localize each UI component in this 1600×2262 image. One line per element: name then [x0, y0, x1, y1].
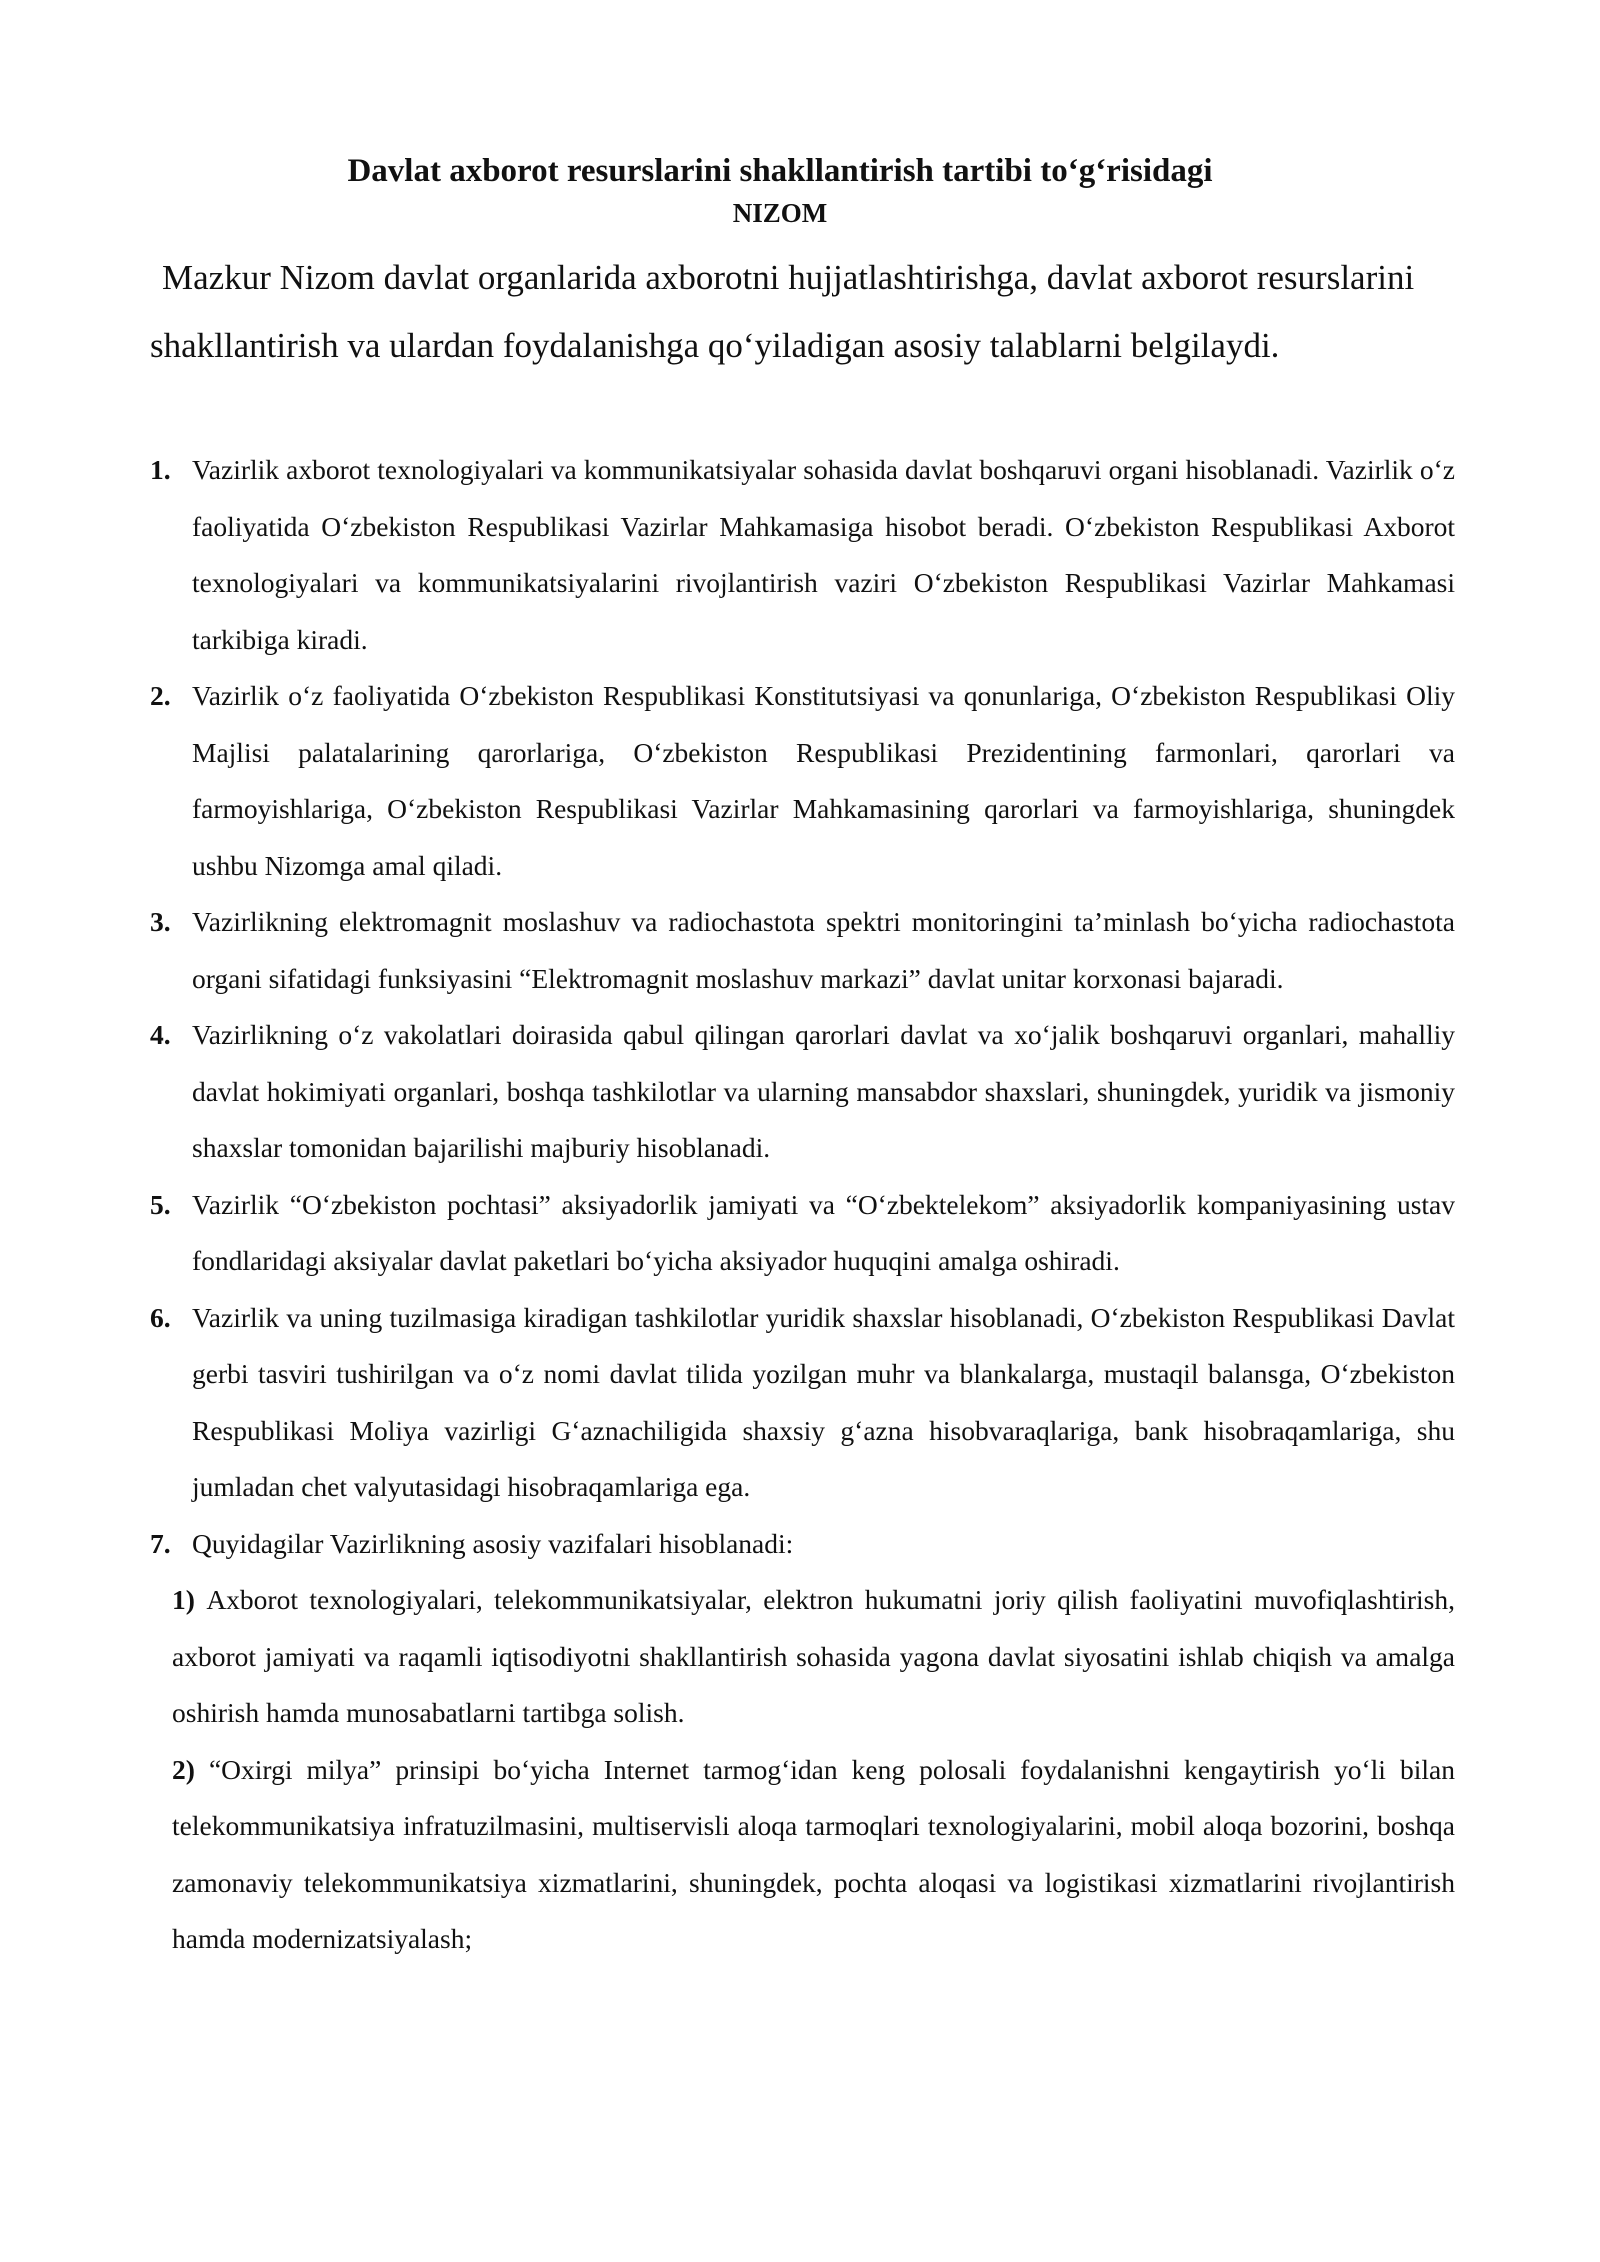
intro-paragraph: Mazkur Nizom davlat organlarida axborotni hujjatlashtirishga, davlat axborot resurslarini shakllantirish va ulardan foydalanishga qo‘yiladigan asosiy talablarni belgilaydi.	[150, 258, 1415, 365]
list-item-number: 3.	[150, 906, 171, 937]
list-item	[0, 1177, 1455, 1290]
list-item-number: 5.	[150, 1188, 171, 1220]
list-item-text: Vazirlik axborot texnologiyalari va kommunikatsiyalar sohasida davlat boshqaruvi organi hisoblanadi. Vazirlik o‘z faoliyatida O‘zbekiston Respublikasi Vazirlar Mahkamasiga hisobot beradi. O‘zbekiston Respublikasi Axborot texnologiyalari va kommunikatsiyalarini rivojlantirish vaziri O‘zbekiston Respublikasi Vazirlar Mahkamasi tarkibiga kiradi.	[192, 454, 1455, 655]
list-item-number: 1.	[150, 454, 171, 485]
list-item-number: 6.	[150, 1301, 171, 1333]
list-item-number: 7.	[150, 1527, 171, 1559]
document-subtitle: NIZOM	[732, 198, 828, 228]
list-item	[0, 668, 1455, 894]
list-item-text: Vazirlik o‘z faoliyatida O‘zbekiston Respublikasi Konstitutsiyasi va qonunlariga, O‘zbekiston Respublikasi Oliy Majlisi palatalarining qarorlariga, O‘zbekiston Respublikasi Prezidentining farmonlari, qarorlari va farmoyishlariga, O‘zbekiston Respublikasi Vazirlar Mahkamasining qarorlari va farmoyishlariga, shuningdek ushbu Nizomga amal qiladi.	[192, 680, 1455, 881]
document-title: Davlat axborot resurslarini shakllantirish tartibi to‘g‘risidagi	[347, 153, 1213, 189]
list-item	[0, 1516, 1455, 1573]
sub-list-item-text: Axborot texnologiyalari, telekommunikatsiyalar, elektron hukumatni joriy qilish faoliyatini muvofiqlashtirish, axborot jamiyati va raqamli iqtisodiyotni shakllantirish sohasida yagona davlat siyosatini ishlab chiqish va amalga oshirish hamda munosabatlarni tartibga solish.	[172, 1584, 1455, 1728]
sub-list-item-text: “Oxirgi milya” prinsipi bo‘yicha Internet tarmog‘idan keng polosali foydalanishni kengaytirish yo‘li bilan telekommunikatsiya infratuzilmasini, multiservisli aloqa tarmoqlari texnologiyalarini, mobil aloqa bozorini, boshqa zamonaviy telekommunikatsiya xizmatlarini, shuningdek, pochta aloqasi va logistikasi xizmatlarini rivojlantirish hamda modernizatsiyalash;	[172, 1753, 1455, 1954]
list-item	[0, 1290, 1455, 1516]
list-item	[0, 1007, 1455, 1177]
list-item-text: Quyidagilar Vazirlikning asosiy vazifalari hisoblanadi:	[192, 1527, 794, 1559]
list-item	[0, 894, 1455, 1007]
list-item-text: Vazirlikning elektromagnit moslashuv va radiochastota spektri monitoringini ta’minlash bo‘yicha radiochastota organi sifatidagi funksiyasini “Elektromagnit moslashuv markazi” davlat unitar korxonasi bajaradi.	[192, 906, 1455, 994]
list-item-text: Vazirlik “O‘zbekiston pochtasi” aksiyadorlik jamiyati va “O‘zbektelekom” aksiyadorlik kompaniyasining ustav fondlaridagi aksiyalar davlat paketlari bo‘yicha aksiyador huquqini amalga oshiradi.	[192, 1188, 1455, 1276]
list-item	[0, 442, 1455, 668]
list-item-text: Vazirlik va uning tuzilmasiga kiradigan tashkilotlar yuridik shaxslar hisoblanadi, O‘zbekiston Respublikasi Davlat gerbi tasviri tushirilgan va o‘z nomi davlat tilida yozilgan muhr va blankalarga, mustaqil balansga, O‘zbekiston Respublikasi Moliya vazirligi G‘aznachiligida shaxsiy g‘azna hisobvaraqlariga, bank hisobraqamlariga, shu jumladan chet valyutasidagi hisobraqamlariga ega.	[192, 1301, 1455, 1502]
list-item-number: 4.	[150, 1019, 171, 1050]
numbered-list	[0, 442, 1600, 1968]
sub-list-item-number: 2)	[172, 1753, 209, 1785]
list-item-text: Vazirlikning o‘z vakolatlari doirasida qabul qilingan qarorlari davlat va xo‘jalik boshqaruvi organlari, mahalliy davlat hokimiyati organlari, boshqa tashkilotlar va ularning mansabdor shaxslari, shuningdek, yuridik va jismoniy shaxslar tomonidan bajarilishi majburiy hisoblanadi.	[192, 1019, 1455, 1163]
sub-list-item-number: 1)	[172, 1584, 207, 1615]
sub-list-item	[172, 1742, 1455, 1968]
list-item-number: 2.	[150, 680, 171, 711]
sub-list-item	[172, 1572, 1455, 1742]
